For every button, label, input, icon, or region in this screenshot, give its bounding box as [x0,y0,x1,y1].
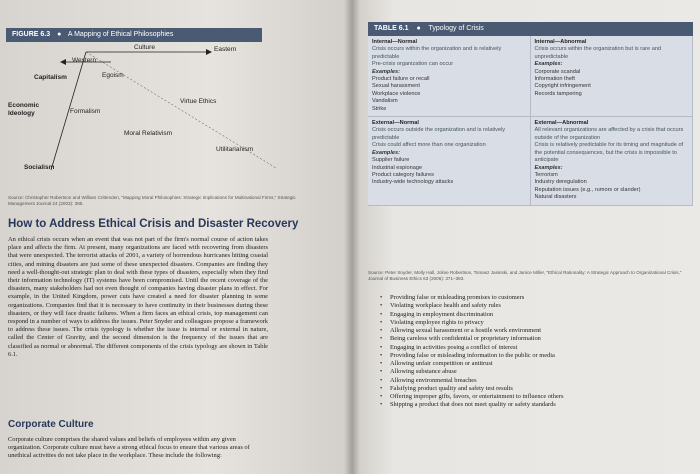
example-item: Strike [372,105,387,112]
unethical-activities-list [380,294,690,410]
list-item: • Allowing sexual harassment or a hostile work environment [380,327,690,335]
example-item: Supplier failure [372,157,410,164]
cell-text: Crisis occurs within the organization and is relatively predictable [372,46,502,60]
table-cell [368,117,531,205]
eastern-label: Eastern [214,46,237,53]
example-item: Vandalism [372,98,398,105]
examples-label: Examples: [534,164,563,171]
table-header: TABLE 6.1 ● Typology of Crisis [368,22,693,36]
economic-ideology-label: Economic Ideology [8,102,40,117]
cell-text: All relevant organizations are affected by a crisis that occurs outside of the organization [534,127,684,141]
table-source: Source: Peter Snyder, Molly Hall, Joline Robertson, Tomasz Jasinski, and Janice Miller, "Ethical Rationality: A Strategic Approach to Organizational Crisis," Journal of Business Ethics 63 (2006): 371–383. [368,270,682,281]
virtue-ethics-label: Virtue Ethics [180,98,217,105]
list-item: • Allowing environmental breaches [380,377,690,385]
table-cell [531,117,694,205]
table-title: Typology of Crisis [428,25,484,32]
list-item: • Engaging in activities posing a conflict of interest [380,344,690,352]
example-item: Product failure or recall [372,76,430,83]
cell-heading: Internal—Normal [372,39,418,45]
list-item: • Providing false or misleading promises to customers [380,294,690,302]
example-item: Records tampering [534,90,582,97]
example-item: Information theft [534,76,575,83]
cell-text: Crisis occurs outside the organization and is relatively predictable [372,127,506,141]
table-cell [531,36,694,117]
list-item: • Allowing substance abuse [380,368,690,376]
book-gutter [344,0,360,474]
example-item: Corporate scandal [534,68,581,75]
list-item: • Allowing unfair competition or antitrust [380,360,690,368]
cell-text: Pre-crisis organization can occur [372,61,454,68]
cell-heading: Internal—Abnormal [534,39,587,45]
list-item: • Engaging in employment discrimination [380,311,690,319]
crisis-typology-table [368,22,693,206]
utilitarianism-label: Utilitarianism [216,146,254,153]
figure-title: A Mapping of Ethical Philosophies [67,31,174,38]
right-page [352,0,700,474]
figure-header: FIGURE 6.3 ● A Mapping of Ethical Philosophies [6,28,262,42]
section-heading-ethical-crisis: How to Address Ethical Crisis and Disaster Recovery [8,218,299,230]
capitalism-label: Capitalism [34,74,67,81]
figure-source: Source: Christopher Robertson and William Crittenden, "Mapping Moral Philosophies: Strategic Implications for Multinational Firms," Strategic Management Journal 24 (2003): 385. [8,195,296,206]
culture-label: Culture [134,44,155,51]
figure-axes [6,40,296,175]
corporate-culture-paragraph: Corporate culture comprises the shared values and beliefs of employees within any given organization. Corporate culture must have a strong ethical focus to ensure that various areas of unethical activities do not take place in the workplace. These include the following: [8,436,250,460]
cell-heading: External—Normal [372,120,419,127]
list-item: • Violating employee rights to privacy [380,319,690,327]
table-cell [368,36,531,117]
list-item: • Being careless with confidential or proprietary information [380,335,690,343]
example-item: Terrorism [534,171,558,178]
example-item: Product category failures [372,171,434,178]
cell-heading: External—Abnormal [534,120,589,127]
example-item: Natural disasters [534,194,577,201]
list-item: • Violating workplace health and safety rules [380,302,690,310]
examples-label: Examples: [372,149,400,156]
egoism-label: Egoism [102,72,124,79]
examples-label: Examples: [372,68,400,75]
table-label: TABLE 6.1 [374,25,409,32]
socialism-label: Socialism [24,164,55,171]
example-item: Sexual harassment [372,83,420,90]
figure-label: FIGURE 6.3 [12,31,51,38]
cell-text: Crisis is relatively predictable for its timing and magnitude of the potential consequences, but the crisis is impossible to anticipate [534,142,684,164]
example-item: Workplace violence [372,90,421,97]
ethics-mapping-figure [6,40,296,175]
formalism-label: Formalism [70,108,101,115]
list-item: • Providing false or misleading information to the public or media [380,352,690,360]
western-label: Western [72,57,97,64]
table-grid [368,36,693,206]
list-item: • Offering improper gifts, favors, or entertainment to influence others [380,393,690,401]
example-item: Copyright infringement [534,83,591,90]
cell-text: Crisis could affect more than one organization [372,142,486,149]
ethical-crisis-paragraph: An ethical crisis occurs when an event that was not part of the firm's normal course of action takes place and affects the firm. At present, many organizations are faced with recovering from disasters that were unexpected. The terrorist attacks of 2001, a variety of horrendous hurricanes hitting coastal cities, and mining disasters are just some of these unexpected disasters. Companies are finding they need a well-thought-out strategic plan to deal with these types of disasters, especially when they find their information technology (IT) systems have been compromised. Until the recent coverage of the disasters, many stakeholders had not even thought of companies having disaster plans in effect. For example, in the United Kingdom, power cuts have created a need for disaster planning in some organizations. Companies find that it is necessary to have continuity in their businesses during these disasters, or they will face drastic failures. When a firm faces an ethical crisis, top management can respond in a number of ways to address the issues. Peter Snyder and colleagues propose a framework to address these issues. The crisis typology is whether the issue is internal or external in nature, called the Center of Gravity, and the second dimension is the frequency of the issues that are classified as normal or abnormal. The different components of the crisis typology are shown in Table 6.1. [8,236,268,358]
cell-text: Crisis occurs within the organization but is rare and unpredictable [534,46,662,60]
example-item: Industry-wide technology attacks [372,179,454,186]
example-item: Industry deregulation [534,179,587,186]
examples-label: Examples: [534,61,563,68]
moral-relativism-label: Moral Relativism [124,130,173,137]
section-heading-corporate-culture: Corporate Culture [8,419,94,430]
list-item: • Falsifying product quality and safety test results [380,385,690,393]
example-item: Reputation issues (e.g., rumors or slander) [534,186,641,193]
list-item: • Shipping a product that does not meet quality or safety standards [380,401,690,409]
example-item: Industrial espionage [372,164,423,171]
